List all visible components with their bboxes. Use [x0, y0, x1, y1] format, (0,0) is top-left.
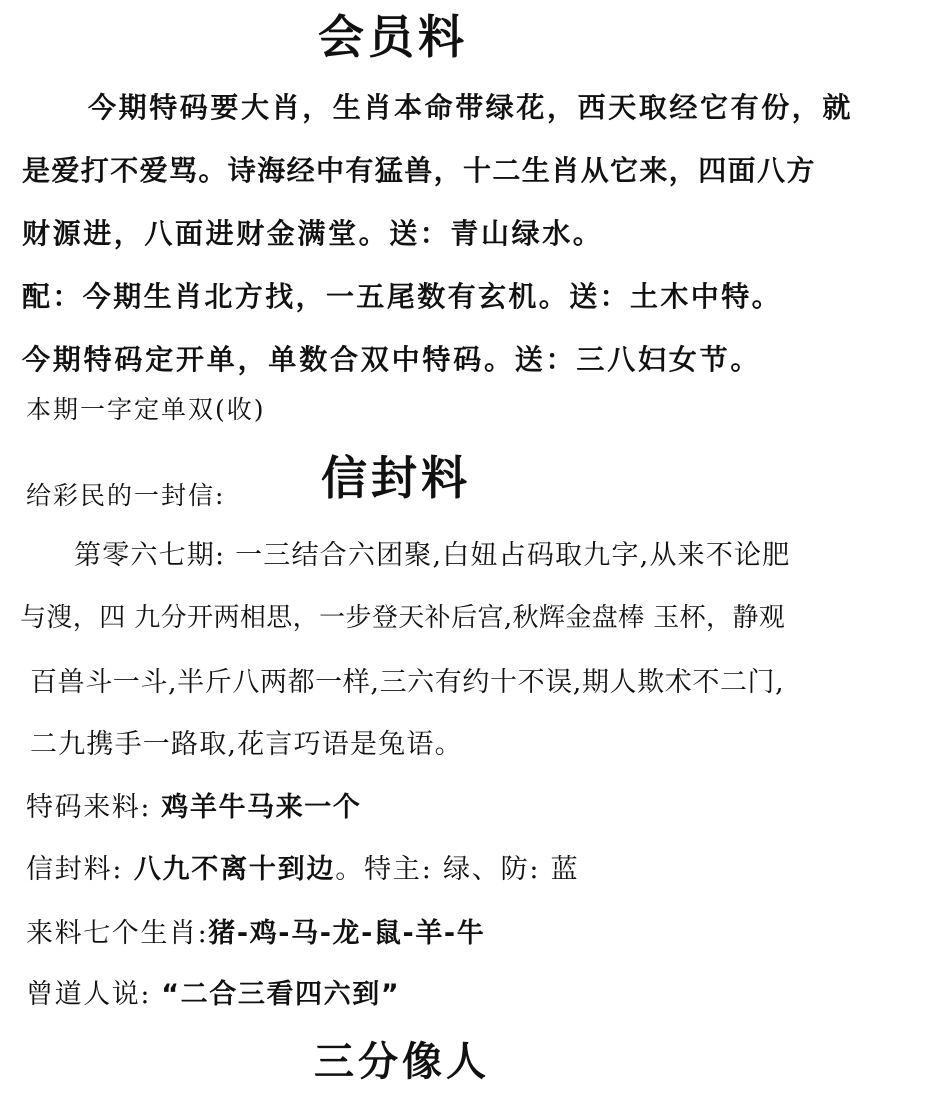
zodiac-line — [26, 920, 485, 947]
quote-value: “二合三看四六到” — [161, 979, 401, 1010]
member-title: 会员料 — [318, 10, 468, 64]
single-double-line: 本期一字定单双(收) — [26, 395, 266, 424]
member-line-1: 今期特码要大肖，生肖本命带绿花，西天取经它有份，就 — [88, 91, 854, 124]
member-line-5: 今期特码定开单，单数合双中特码。送：三八妇女节。 — [22, 343, 762, 376]
member-line-4: 配：今期生肖北方找，一五尾数有玄机。送：土木中特。 — [22, 280, 783, 313]
member-line-3: 财源进，八面进财金满堂。送：青山绿水。 — [22, 217, 604, 250]
zodiac-value: 猪-鸡-马-龙-鼠-羊-牛 — [208, 918, 486, 949]
member-line-2: 是爱打不爱骂。诗海经中有猛兽，十二生肖从它来，四面八方 — [22, 154, 816, 187]
special-code-label: 特码来料: — [26, 792, 152, 823]
quote-line — [26, 981, 400, 1008]
letter-line-1: 第零六七期: 一三结合六团聚,白妞占码取九字,从来不论肥 — [74, 540, 791, 571]
special-code-line — [26, 794, 362, 821]
envelope-label: 信封料: — [26, 854, 124, 885]
letter-intro: 给彩民的一封信: — [26, 481, 226, 510]
envelope-value: 八九不离十到边 — [133, 854, 336, 885]
zodiac-label: 来料七个生肖: — [26, 918, 209, 949]
special-code-value: 鸡羊牛马来一个 — [161, 792, 362, 823]
quote-label: 曾道人说: — [26, 979, 152, 1010]
footer-title: 三分像人 — [314, 1039, 490, 1085]
envelope-note: 。特主: 绿、防: 蓝 — [335, 854, 580, 885]
letter-line-2: 与溲，四 九分开两相思，一步登天补后宫,秋辉金盘棒 玉杯，静观 — [20, 603, 786, 633]
letter-title: 信封料 — [321, 451, 471, 505]
envelope-line — [26, 856, 579, 883]
letter-line-4: 二九携手一路取,花言巧语是兔语。 — [30, 729, 463, 760]
letter-line-3: 百兽斗一斗,半斤八两都一样,三六有约十不误,期人欺术不二门, — [30, 667, 785, 698]
